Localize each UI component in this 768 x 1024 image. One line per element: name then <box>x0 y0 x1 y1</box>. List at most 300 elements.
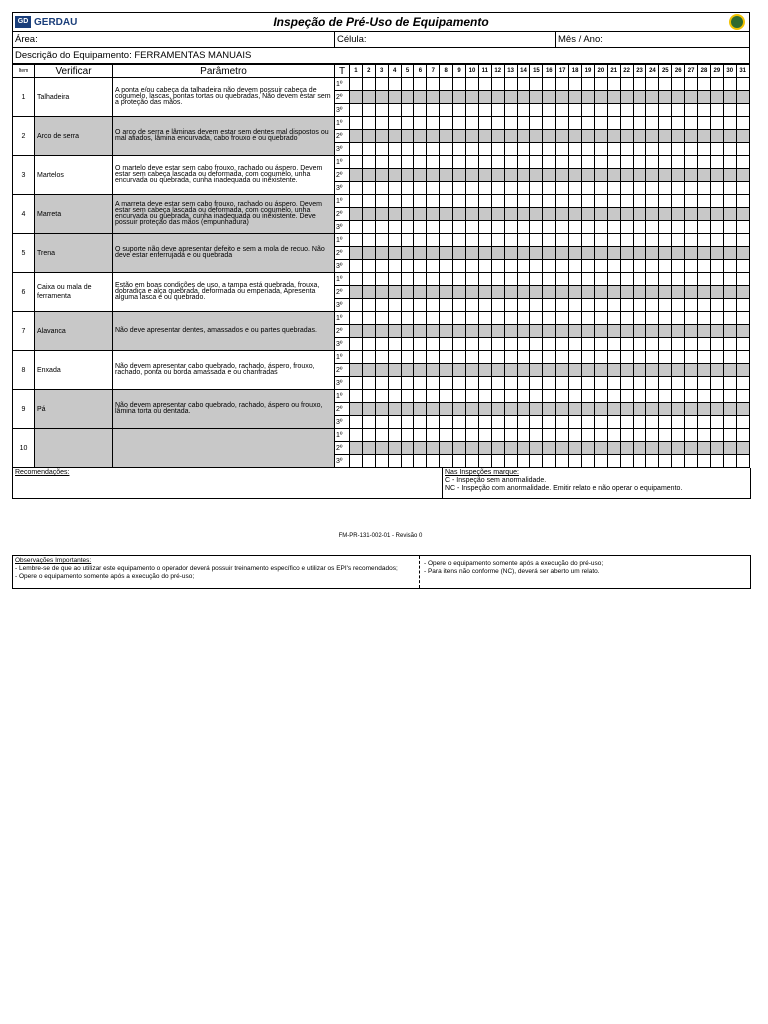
check-cell[interactable] <box>659 273 672 286</box>
check-cell[interactable] <box>491 364 504 377</box>
check-cell[interactable] <box>350 325 363 338</box>
check-cell[interactable] <box>620 221 633 234</box>
check-cell[interactable] <box>646 286 659 299</box>
check-cell[interactable] <box>569 104 582 117</box>
check-cell[interactable] <box>504 273 517 286</box>
check-cell[interactable] <box>440 403 453 416</box>
check-cell[interactable] <box>491 377 504 390</box>
check-cell[interactable] <box>633 325 646 338</box>
check-cell[interactable] <box>672 182 685 195</box>
check-cell[interactable] <box>594 143 607 156</box>
check-cell[interactable] <box>543 364 556 377</box>
check-cell[interactable] <box>350 143 363 156</box>
check-cell[interactable] <box>710 156 723 169</box>
check-cell[interactable] <box>607 169 620 182</box>
check-cell[interactable] <box>466 377 479 390</box>
check-cell[interactable] <box>569 286 582 299</box>
check-cell[interactable] <box>672 286 685 299</box>
check-cell[interactable] <box>685 273 698 286</box>
check-cell[interactable] <box>440 91 453 104</box>
check-cell[interactable] <box>427 91 440 104</box>
check-cell[interactable] <box>453 247 466 260</box>
area-field[interactable]: Área: <box>13 32 335 48</box>
check-cell[interactable] <box>453 143 466 156</box>
check-cell[interactable] <box>517 143 530 156</box>
check-cell[interactable] <box>685 286 698 299</box>
check-cell[interactable] <box>633 286 646 299</box>
check-cell[interactable] <box>440 78 453 91</box>
check-cell[interactable] <box>362 169 375 182</box>
check-cell[interactable] <box>362 390 375 403</box>
check-cell[interactable] <box>569 312 582 325</box>
check-cell[interactable] <box>350 130 363 143</box>
check-cell[interactable] <box>401 169 414 182</box>
check-cell[interactable] <box>736 351 749 364</box>
check-cell[interactable] <box>362 234 375 247</box>
check-cell[interactable] <box>672 390 685 403</box>
check-cell[interactable] <box>440 117 453 130</box>
check-cell[interactable] <box>504 429 517 442</box>
check-cell[interactable] <box>698 273 711 286</box>
check-cell[interactable] <box>736 455 749 468</box>
check-cell[interactable] <box>350 351 363 364</box>
check-cell[interactable] <box>607 377 620 390</box>
check-cell[interactable] <box>388 442 401 455</box>
celula-field[interactable]: Célula: <box>335 32 556 48</box>
check-cell[interactable] <box>569 143 582 156</box>
check-cell[interactable] <box>453 325 466 338</box>
check-cell[interactable] <box>672 442 685 455</box>
check-cell[interactable] <box>569 299 582 312</box>
check-cell[interactable] <box>672 91 685 104</box>
check-cell[interactable] <box>685 195 698 208</box>
check-cell[interactable] <box>350 182 363 195</box>
check-cell[interactable] <box>414 182 427 195</box>
check-cell[interactable] <box>698 143 711 156</box>
check-cell[interactable] <box>466 130 479 143</box>
check-cell[interactable] <box>710 208 723 221</box>
check-cell[interactable] <box>685 156 698 169</box>
check-cell[interactable] <box>440 312 453 325</box>
check-cell[interactable] <box>427 442 440 455</box>
check-cell[interactable] <box>582 117 595 130</box>
check-cell[interactable] <box>414 325 427 338</box>
check-cell[interactable] <box>723 104 736 117</box>
check-cell[interactable] <box>556 234 569 247</box>
check-cell[interactable] <box>620 286 633 299</box>
check-cell[interactable] <box>466 182 479 195</box>
check-cell[interactable] <box>491 247 504 260</box>
check-cell[interactable] <box>504 416 517 429</box>
check-cell[interactable] <box>427 403 440 416</box>
check-cell[interactable] <box>440 273 453 286</box>
check-cell[interactable] <box>710 286 723 299</box>
check-cell[interactable] <box>491 260 504 273</box>
check-cell[interactable] <box>594 429 607 442</box>
check-cell[interactable] <box>401 143 414 156</box>
check-cell[interactable] <box>698 117 711 130</box>
check-cell[interactable] <box>504 78 517 91</box>
check-cell[interactable] <box>633 234 646 247</box>
check-cell[interactable] <box>543 169 556 182</box>
check-cell[interactable] <box>530 377 543 390</box>
check-cell[interactable] <box>453 455 466 468</box>
check-cell[interactable] <box>633 338 646 351</box>
check-cell[interactable] <box>478 78 491 91</box>
check-cell[interactable] <box>723 325 736 338</box>
check-cell[interactable] <box>362 455 375 468</box>
check-cell[interactable] <box>388 247 401 260</box>
check-cell[interactable] <box>530 416 543 429</box>
check-cell[interactable] <box>414 390 427 403</box>
check-cell[interactable] <box>594 260 607 273</box>
check-cell[interactable] <box>440 299 453 312</box>
check-cell[interactable] <box>530 312 543 325</box>
check-cell[interactable] <box>633 273 646 286</box>
check-cell[interactable] <box>414 416 427 429</box>
check-cell[interactable] <box>594 364 607 377</box>
check-cell[interactable] <box>517 260 530 273</box>
check-cell[interactable] <box>517 195 530 208</box>
check-cell[interactable] <box>543 429 556 442</box>
check-cell[interactable] <box>466 208 479 221</box>
check-cell[interactable] <box>646 182 659 195</box>
check-cell[interactable] <box>453 221 466 234</box>
check-cell[interactable] <box>646 143 659 156</box>
check-cell[interactable] <box>698 182 711 195</box>
check-cell[interactable] <box>350 104 363 117</box>
check-cell[interactable] <box>543 143 556 156</box>
check-cell[interactable] <box>659 286 672 299</box>
check-cell[interactable] <box>362 195 375 208</box>
check-cell[interactable] <box>594 390 607 403</box>
check-cell[interactable] <box>620 195 633 208</box>
check-cell[interactable] <box>543 377 556 390</box>
check-cell[interactable] <box>414 156 427 169</box>
check-cell[interactable] <box>478 91 491 104</box>
check-cell[interactable] <box>388 377 401 390</box>
check-cell[interactable] <box>672 78 685 91</box>
check-cell[interactable] <box>659 104 672 117</box>
check-cell[interactable] <box>466 325 479 338</box>
check-cell[interactable] <box>659 182 672 195</box>
check-cell[interactable] <box>698 429 711 442</box>
check-cell[interactable] <box>504 221 517 234</box>
check-cell[interactable] <box>556 364 569 377</box>
check-cell[interactable] <box>375 156 388 169</box>
check-cell[interactable] <box>453 234 466 247</box>
check-cell[interactable] <box>362 429 375 442</box>
check-cell[interactable] <box>543 247 556 260</box>
check-cell[interactable] <box>556 169 569 182</box>
check-cell[interactable] <box>427 130 440 143</box>
check-cell[interactable] <box>388 390 401 403</box>
check-cell[interactable] <box>478 351 491 364</box>
check-cell[interactable] <box>466 416 479 429</box>
check-cell[interactable] <box>350 91 363 104</box>
check-cell[interactable] <box>466 364 479 377</box>
check-cell[interactable] <box>401 351 414 364</box>
check-cell[interactable] <box>633 182 646 195</box>
check-cell[interactable] <box>466 234 479 247</box>
check-cell[interactable] <box>530 390 543 403</box>
check-cell[interactable] <box>633 416 646 429</box>
check-cell[interactable] <box>710 143 723 156</box>
check-cell[interactable] <box>478 208 491 221</box>
check-cell[interactable] <box>698 78 711 91</box>
check-cell[interactable] <box>530 208 543 221</box>
check-cell[interactable] <box>427 351 440 364</box>
check-cell[interactable] <box>543 195 556 208</box>
check-cell[interactable] <box>530 429 543 442</box>
check-cell[interactable] <box>556 195 569 208</box>
check-cell[interactable] <box>646 130 659 143</box>
check-cell[interactable] <box>388 325 401 338</box>
check-cell[interactable] <box>491 156 504 169</box>
check-cell[interactable] <box>607 455 620 468</box>
check-cell[interactable] <box>530 234 543 247</box>
check-cell[interactable] <box>659 338 672 351</box>
check-cell[interactable] <box>569 364 582 377</box>
check-cell[interactable] <box>478 455 491 468</box>
check-cell[interactable] <box>698 338 711 351</box>
check-cell[interactable] <box>646 169 659 182</box>
check-cell[interactable] <box>633 455 646 468</box>
check-cell[interactable] <box>607 325 620 338</box>
check-cell[interactable] <box>633 312 646 325</box>
check-cell[interactable] <box>491 455 504 468</box>
check-cell[interactable] <box>543 273 556 286</box>
check-cell[interactable] <box>453 156 466 169</box>
check-cell[interactable] <box>466 143 479 156</box>
check-cell[interactable] <box>362 286 375 299</box>
check-cell[interactable] <box>414 143 427 156</box>
check-cell[interactable] <box>453 403 466 416</box>
check-cell[interactable] <box>569 338 582 351</box>
check-cell[interactable] <box>491 325 504 338</box>
check-cell[interactable] <box>685 221 698 234</box>
check-cell[interactable] <box>350 455 363 468</box>
check-cell[interactable] <box>414 117 427 130</box>
check-cell[interactable] <box>517 104 530 117</box>
check-cell[interactable] <box>659 299 672 312</box>
check-cell[interactable] <box>569 195 582 208</box>
check-cell[interactable] <box>710 416 723 429</box>
check-cell[interactable] <box>698 221 711 234</box>
check-cell[interactable] <box>710 195 723 208</box>
check-cell[interactable] <box>491 286 504 299</box>
check-cell[interactable] <box>659 325 672 338</box>
check-cell[interactable] <box>582 442 595 455</box>
check-cell[interactable] <box>685 299 698 312</box>
check-cell[interactable] <box>375 273 388 286</box>
check-cell[interactable] <box>594 195 607 208</box>
check-cell[interactable] <box>569 156 582 169</box>
check-cell[interactable] <box>723 195 736 208</box>
check-cell[interactable] <box>401 403 414 416</box>
check-cell[interactable] <box>607 299 620 312</box>
check-cell[interactable] <box>620 91 633 104</box>
check-cell[interactable] <box>646 78 659 91</box>
check-cell[interactable] <box>427 195 440 208</box>
check-cell[interactable] <box>530 299 543 312</box>
check-cell[interactable] <box>517 234 530 247</box>
check-cell[interactable] <box>659 403 672 416</box>
check-cell[interactable] <box>620 377 633 390</box>
check-cell[interactable] <box>685 364 698 377</box>
check-cell[interactable] <box>556 403 569 416</box>
check-cell[interactable] <box>723 247 736 260</box>
check-cell[interactable] <box>478 416 491 429</box>
check-cell[interactable] <box>723 364 736 377</box>
check-cell[interactable] <box>607 429 620 442</box>
check-cell[interactable] <box>440 247 453 260</box>
check-cell[interactable] <box>478 429 491 442</box>
check-cell[interactable] <box>440 416 453 429</box>
check-cell[interactable] <box>594 455 607 468</box>
check-cell[interactable] <box>556 260 569 273</box>
check-cell[interactable] <box>607 221 620 234</box>
check-cell[interactable] <box>594 247 607 260</box>
check-cell[interactable] <box>401 312 414 325</box>
check-cell[interactable] <box>491 208 504 221</box>
check-cell[interactable] <box>710 364 723 377</box>
check-cell[interactable] <box>466 78 479 91</box>
check-cell[interactable] <box>723 78 736 91</box>
check-cell[interactable] <box>543 182 556 195</box>
check-cell[interactable] <box>582 351 595 364</box>
check-cell[interactable] <box>401 299 414 312</box>
check-cell[interactable] <box>491 299 504 312</box>
check-cell[interactable] <box>582 169 595 182</box>
check-cell[interactable] <box>427 208 440 221</box>
check-cell[interactable] <box>620 364 633 377</box>
check-cell[interactable] <box>556 221 569 234</box>
check-cell[interactable] <box>607 442 620 455</box>
check-cell[interactable] <box>710 130 723 143</box>
check-cell[interactable] <box>672 143 685 156</box>
check-cell[interactable] <box>453 117 466 130</box>
check-cell[interactable] <box>453 312 466 325</box>
check-cell[interactable] <box>466 442 479 455</box>
check-cell[interactable] <box>362 364 375 377</box>
check-cell[interactable] <box>453 260 466 273</box>
check-cell[interactable] <box>478 221 491 234</box>
check-cell[interactable] <box>633 143 646 156</box>
check-cell[interactable] <box>698 390 711 403</box>
check-cell[interactable] <box>723 273 736 286</box>
check-cell[interactable] <box>350 377 363 390</box>
check-cell[interactable] <box>543 234 556 247</box>
check-cell[interactable] <box>607 416 620 429</box>
check-cell[interactable] <box>543 312 556 325</box>
check-cell[interactable] <box>388 91 401 104</box>
check-cell[interactable] <box>710 429 723 442</box>
check-cell[interactable] <box>607 117 620 130</box>
check-cell[interactable] <box>607 130 620 143</box>
check-cell[interactable] <box>685 130 698 143</box>
check-cell[interactable] <box>569 325 582 338</box>
check-cell[interactable] <box>375 117 388 130</box>
check-cell[interactable] <box>504 130 517 143</box>
check-cell[interactable] <box>517 442 530 455</box>
check-cell[interactable] <box>582 260 595 273</box>
check-cell[interactable] <box>672 117 685 130</box>
check-cell[interactable] <box>453 442 466 455</box>
check-cell[interactable] <box>556 338 569 351</box>
check-cell[interactable] <box>672 325 685 338</box>
check-cell[interactable] <box>723 169 736 182</box>
check-cell[interactable] <box>685 260 698 273</box>
check-cell[interactable] <box>530 273 543 286</box>
check-cell[interactable] <box>659 312 672 325</box>
check-cell[interactable] <box>350 416 363 429</box>
check-cell[interactable] <box>414 195 427 208</box>
recommendations-label[interactable]: Recomendações: <box>13 468 443 498</box>
check-cell[interactable] <box>646 442 659 455</box>
check-cell[interactable] <box>530 195 543 208</box>
check-cell[interactable] <box>478 377 491 390</box>
check-cell[interactable] <box>414 351 427 364</box>
check-cell[interactable] <box>710 377 723 390</box>
check-cell[interactable] <box>350 260 363 273</box>
check-cell[interactable] <box>672 156 685 169</box>
check-cell[interactable] <box>530 338 543 351</box>
check-cell[interactable] <box>556 429 569 442</box>
check-cell[interactable] <box>710 299 723 312</box>
check-cell[interactable] <box>453 351 466 364</box>
check-cell[interactable] <box>517 156 530 169</box>
check-cell[interactable] <box>569 390 582 403</box>
check-cell[interactable] <box>698 234 711 247</box>
check-cell[interactable] <box>685 234 698 247</box>
check-cell[interactable] <box>723 416 736 429</box>
check-cell[interactable] <box>582 78 595 91</box>
check-cell[interactable] <box>685 442 698 455</box>
check-cell[interactable] <box>478 156 491 169</box>
check-cell[interactable] <box>504 260 517 273</box>
check-cell[interactable] <box>723 130 736 143</box>
check-cell[interactable] <box>504 390 517 403</box>
check-cell[interactable] <box>633 260 646 273</box>
check-cell[interactable] <box>672 130 685 143</box>
check-cell[interactable] <box>375 104 388 117</box>
check-cell[interactable] <box>466 429 479 442</box>
check-cell[interactable] <box>710 169 723 182</box>
check-cell[interactable] <box>440 429 453 442</box>
check-cell[interactable] <box>530 351 543 364</box>
check-cell[interactable] <box>414 78 427 91</box>
check-cell[interactable] <box>517 338 530 351</box>
check-cell[interactable] <box>543 286 556 299</box>
check-cell[interactable] <box>569 117 582 130</box>
check-cell[interactable] <box>698 299 711 312</box>
check-cell[interactable] <box>594 416 607 429</box>
check-cell[interactable] <box>582 221 595 234</box>
check-cell[interactable] <box>350 442 363 455</box>
check-cell[interactable] <box>375 169 388 182</box>
check-cell[interactable] <box>440 130 453 143</box>
check-cell[interactable] <box>375 338 388 351</box>
check-cell[interactable] <box>582 156 595 169</box>
check-cell[interactable] <box>659 364 672 377</box>
check-cell[interactable] <box>440 286 453 299</box>
check-cell[interactable] <box>646 364 659 377</box>
check-cell[interactable] <box>620 455 633 468</box>
check-cell[interactable] <box>491 117 504 130</box>
check-cell[interactable] <box>543 221 556 234</box>
check-cell[interactable] <box>427 299 440 312</box>
